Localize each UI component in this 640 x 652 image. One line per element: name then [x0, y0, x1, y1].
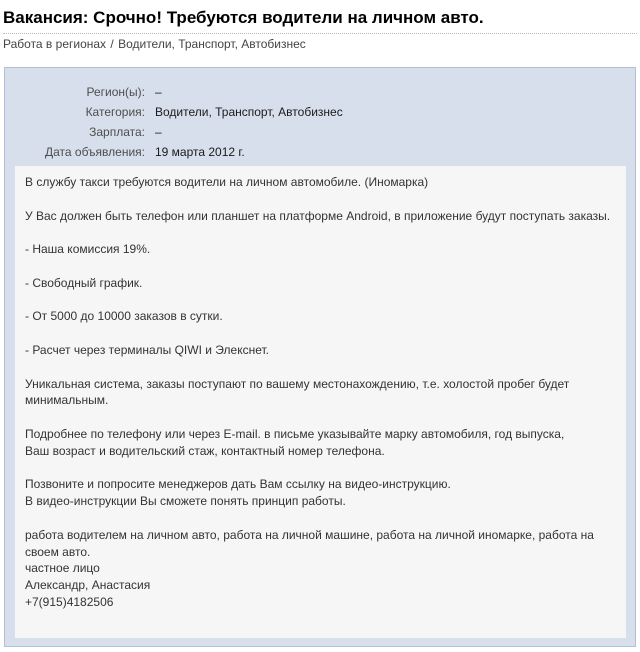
description-line: Позвоните и попросите менеджеров дать Вам ссылку на видео-инструкцию.: [25, 477, 451, 492]
description-bullet: - Свободный график.: [25, 275, 143, 290]
breadcrumb-section-link[interactable]: Работа в регионах: [3, 37, 107, 51]
breadcrumb-separator: /: [110, 37, 114, 51]
meta-row-date: [5, 142, 625, 162]
region-label: Регион(ы):: [86, 85, 145, 99]
region-value: –: [155, 85, 162, 99]
description-keywords: работа водителем на личном авто, работа на личной машине, работа на личной иномарке, работа на своем авто.: [25, 527, 594, 559]
breadcrumb-category-link[interactable]: Водители, Транспорт, Автобизнес: [118, 37, 306, 51]
page-title: Вакансия: Срочно! Требуются водители на личном авто.: [3, 8, 484, 27]
category-label: Категория:: [85, 105, 145, 119]
contact-phone: +7(915)4182506: [25, 594, 114, 609]
description-line: В видео-инструкции Вы сможете понять принцип работы.: [25, 494, 346, 509]
date-label: Дата объявления:: [45, 145, 145, 159]
description-bullet: - Наша комиссия 19%.: [25, 242, 151, 257]
meta-row-salary: [5, 122, 625, 142]
description-bullet: - От 5000 до 10000 заказов в сутки.: [25, 309, 223, 324]
contact-names: Александр, Анастасия: [25, 578, 151, 593]
description-paragraph: У Вас должен быть телефон или планшет на платформе Android, в приложение будут поступать заказы.: [25, 208, 611, 223]
meta-row-region: [5, 82, 625, 102]
vacancy-description: [15, 166, 626, 638]
contact-type: частное лицо: [25, 561, 100, 576]
description-paragraph: В службу такси требуются водители на личном автомобиле. (Иномарка): [25, 175, 429, 189]
date-value: 19 марта 2012 г.: [155, 145, 245, 159]
vacancy-meta: [5, 82, 625, 162]
description-line: Ваш возраст и водительский стаж, контактный номер телефона.: [25, 443, 385, 458]
breadcrumb: [3, 33, 637, 53]
meta-row-category: [5, 102, 625, 122]
category-value: Водители, Транспорт, Автобизнес: [155, 105, 343, 119]
description-paragraph: Уникальная система, заказы поступают по вашему местонахождению, т.е. холостой пробег будет минимальным.: [25, 376, 570, 408]
salary-value: –: [155, 125, 162, 139]
description-line: Подробнее по телефону или через E-mail. в письме указывайте марку автомобиля, год выпуска,: [25, 426, 565, 441]
vacancy-panel: [4, 67, 636, 647]
salary-label: Зарплата:: [89, 125, 145, 139]
description-bullet: - Расчет через терминалы QIWI и Элекснет.: [25, 342, 269, 357]
